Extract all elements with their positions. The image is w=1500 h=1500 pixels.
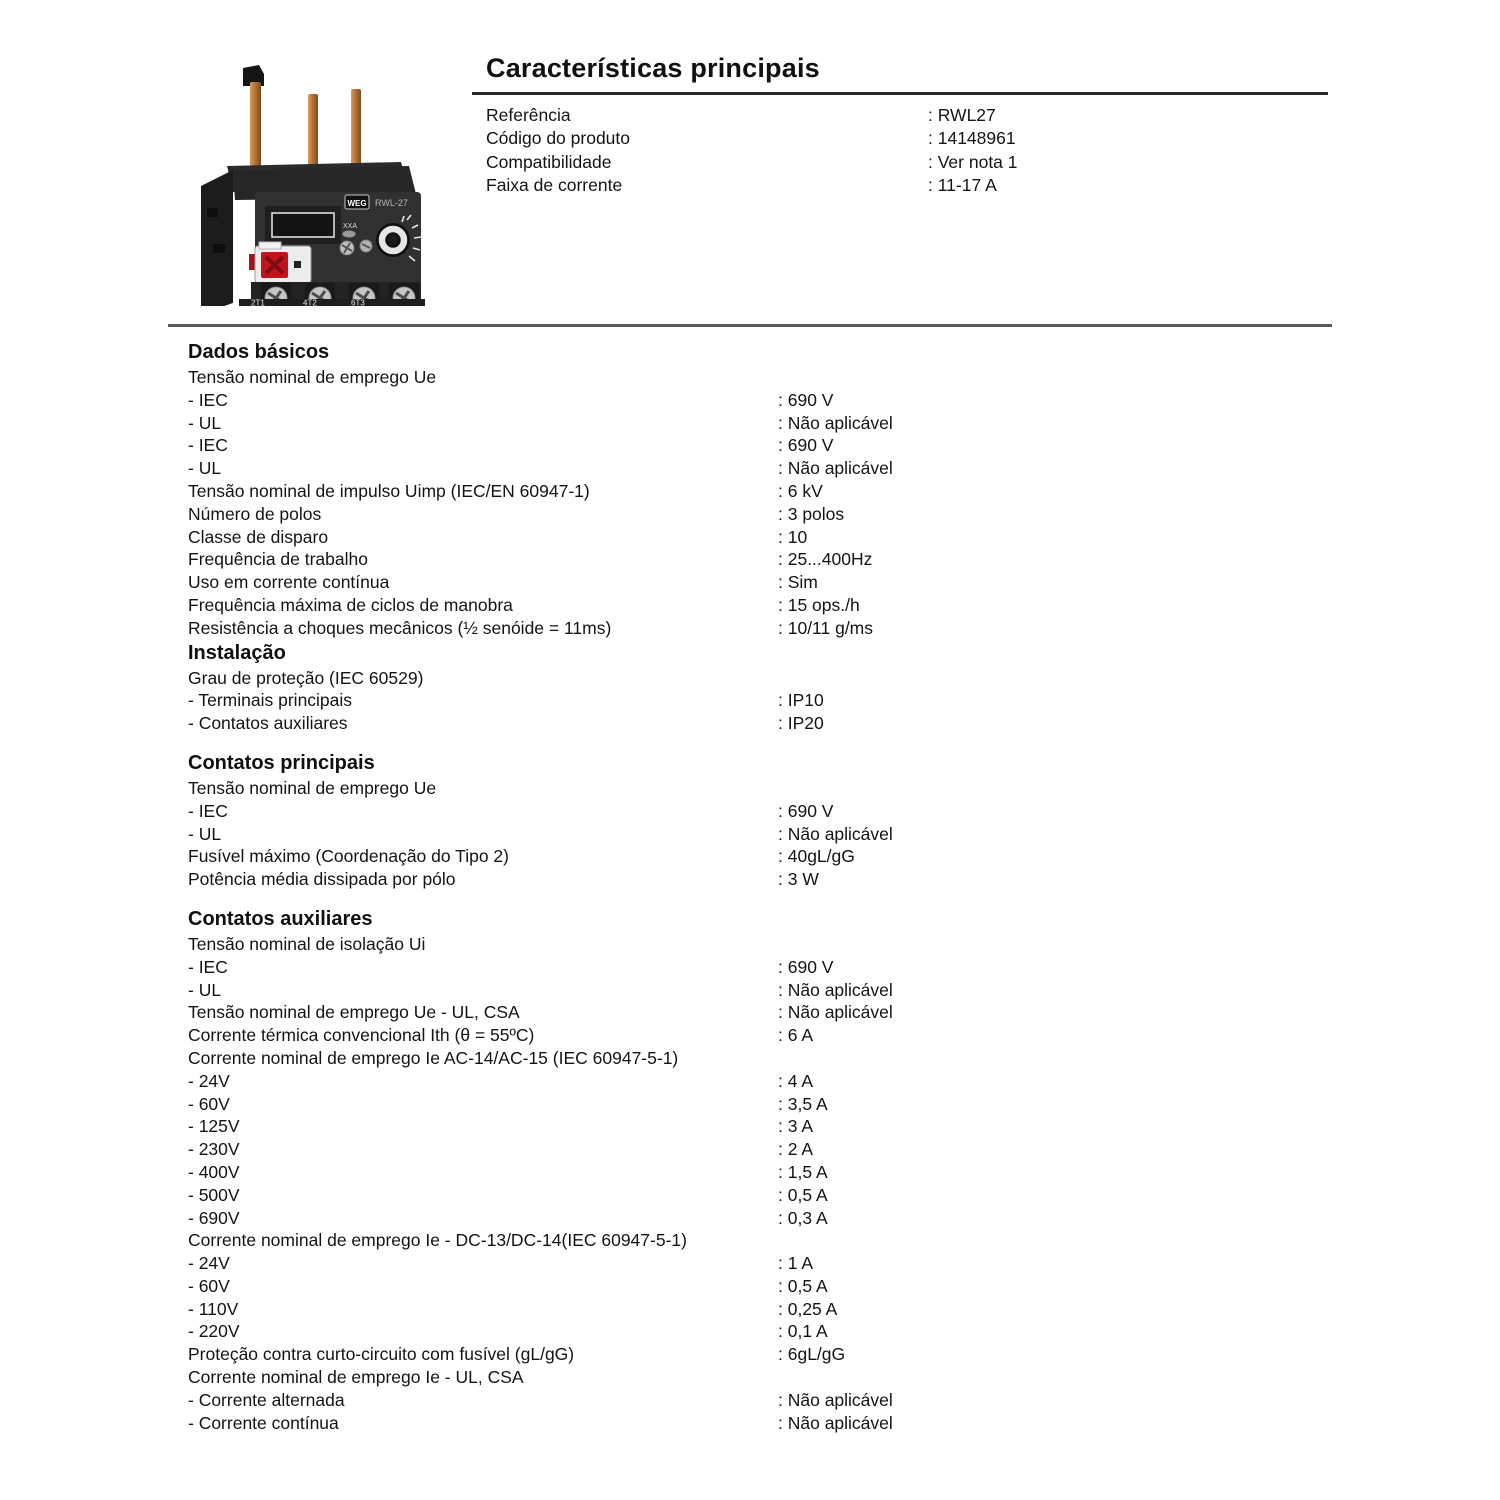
spec-value: : 0,25 A [778, 1298, 838, 1319]
spec-label: - 230V [188, 1139, 240, 1160]
title-underline [472, 92, 1328, 95]
brand-text: WEG [347, 199, 367, 208]
spec-value: : 3 W [778, 869, 819, 890]
spec-label: Corrente nominal de emprego Ie - UL, CSA [188, 1367, 524, 1388]
spec-value: : 690 V [778, 956, 834, 977]
spec-row [188, 667, 1338, 690]
page-title: Características principais [486, 53, 820, 83]
spec-value: : Não aplicável [778, 1002, 893, 1023]
product-header-fields [486, 104, 1332, 198]
spec-value: : 4 A [778, 1070, 814, 1091]
spec-row [188, 366, 1338, 389]
terminal-label: 4T2 [303, 298, 317, 306]
spec-label: - UL [188, 979, 222, 1000]
spec-label: Fusível máximo (Coordenação do Tipo 2) [188, 846, 509, 867]
spec-label: Uso em corrente contínua [188, 572, 390, 593]
spec-label: Potência média dissipada por pólo [188, 869, 456, 890]
spec-row [188, 1389, 1338, 1412]
spec-row [188, 1093, 1338, 1116]
spec-value [778, 933, 1338, 956]
spec-value: : 0,3 A [778, 1207, 828, 1228]
spec-row [188, 1115, 1338, 1138]
spec-row [188, 1161, 1338, 1184]
spec-value: : IP10 [778, 690, 824, 711]
spec-label: Resistência a choques mecânicos (½ senóide = 11ms) [188, 617, 612, 638]
spec-value: : Não aplicável [778, 1389, 893, 1410]
spec-row [188, 526, 1338, 549]
terminal-label: 6T3 [351, 298, 365, 306]
spec-value: : Não aplicável [778, 458, 893, 479]
spec-row [188, 1343, 1338, 1366]
spec-label: Tensão nominal de emprego Ue - UL, CSA [188, 1002, 520, 1023]
spec-value [778, 777, 1338, 800]
spec-value: : Sim [778, 572, 818, 593]
terminal-markings [237, 299, 429, 307]
spec-label: Código do produto [486, 128, 630, 149]
section-separator-line [168, 324, 1332, 327]
spec-label: Proteção contra curto-circuito com fusível (gL/gG) [188, 1344, 575, 1365]
overload-relay-illustration [193, 56, 431, 306]
spec-label: Grau de proteção (IEC 60529) [188, 667, 424, 688]
model-text: RWL-27 [375, 198, 408, 208]
spec-value: : Não aplicável [778, 412, 893, 433]
spec-label: - Corrente contínua [188, 1412, 339, 1433]
title-block [486, 53, 1332, 84]
spec-row [188, 845, 1338, 868]
spec-value: : RWL27 [928, 105, 996, 125]
spec-label: Frequência máxima de ciclos de manobra [188, 594, 513, 615]
spec-value: : 1,5 A [778, 1161, 828, 1182]
spec-label: - 220V [188, 1321, 240, 1342]
spec-label: - UL [188, 412, 222, 433]
spec-row [188, 594, 1338, 617]
reset-button[interactable] [249, 242, 311, 283]
spec-label: - 60V [188, 1275, 230, 1296]
spec-row [188, 712, 1338, 735]
header-row [486, 174, 1332, 197]
spec-label: - Corrente alternada [188, 1389, 345, 1410]
spec-value: : Não aplicável [778, 823, 893, 844]
spec-label: - UL [188, 458, 222, 479]
spec-label: Corrente térmica convencional Ith (θ = 55ºC) [188, 1025, 535, 1046]
spec-row [188, 933, 1338, 956]
spec-label: - IEC [188, 800, 228, 821]
spec-value: : Não aplicável [778, 1412, 893, 1433]
spec-value [778, 366, 1338, 389]
spec-row [188, 1047, 1338, 1070]
spec-row [188, 571, 1338, 594]
spec-label: - UL [188, 823, 222, 844]
spec-label: - 110V [188, 1298, 239, 1319]
spec-value: : 6 kV [778, 480, 823, 501]
spec-row [188, 1001, 1338, 1024]
spec-row [188, 434, 1338, 457]
spec-row [188, 1252, 1338, 1275]
spec-value: : Ver nota 1 [928, 151, 1018, 172]
spec-label: Tensão nominal de impulso Uimp (IEC/EN 60947-1) [188, 480, 590, 501]
spec-value: : 10 [778, 526, 808, 547]
spec-value: : IP20 [778, 713, 824, 734]
spec-value: : Não aplicável [778, 979, 893, 1000]
spec-value: : 2 A [778, 1139, 814, 1160]
spec-label: - Terminais principais [188, 690, 353, 711]
product-image [193, 56, 431, 306]
spec-value: : 690 V [778, 389, 834, 410]
spec-row [188, 389, 1338, 412]
section-heading: Dados básicos [188, 341, 330, 363]
spec-value: : 25...400Hz [778, 549, 873, 570]
spec-label: - 24V [188, 1253, 230, 1274]
spec-row [188, 1024, 1338, 1047]
spec-row [188, 1207, 1338, 1230]
spec-value: : 40gL/gG [778, 846, 855, 867]
header-row [486, 104, 1332, 127]
header-row [486, 127, 1332, 150]
spec-value: : 0,1 A [778, 1321, 828, 1342]
section-heading: Instalação [188, 641, 286, 664]
spec-row [188, 1070, 1338, 1093]
spec-value [778, 1229, 1338, 1252]
spec-row [188, 1412, 1338, 1435]
spec-value: : 3 polos [778, 503, 845, 524]
spec-label: Corrente nominal de emprego Ie - DC-13/DC-14(IEC 60947-5-1) [188, 1230, 687, 1251]
spec-label: - IEC [188, 435, 228, 456]
spec-row [188, 1298, 1338, 1321]
spec-row [188, 800, 1338, 823]
spec-label: - IEC [188, 389, 228, 410]
spec-value: : 15 ops./h [778, 594, 860, 615]
spec-row [188, 777, 1338, 800]
spec-label: - Contatos auxiliares [188, 713, 348, 734]
spec-value: : 0,5 A [778, 1184, 828, 1205]
spec-label: Compatibilidade [486, 151, 612, 172]
spec-value [778, 1047, 1338, 1070]
spec-row [188, 457, 1338, 480]
spec-row [188, 548, 1338, 571]
spec-row [188, 503, 1338, 526]
spec-row [188, 1366, 1338, 1389]
display-code-text: XXA [343, 223, 358, 230]
spec-row [188, 689, 1338, 712]
spec-value: : 0,5 A [778, 1275, 828, 1296]
spec-label: - 60V [188, 1093, 230, 1114]
spec-label: Número de polos [188, 503, 322, 524]
section-heading: Contatos principais [188, 751, 375, 774]
spec-row [188, 823, 1338, 846]
spec-label: - 500V [188, 1184, 240, 1205]
header-row [486, 151, 1332, 174]
spec-label: Faixa de corrente [486, 175, 623, 196]
spec-label: - 690V [188, 1207, 240, 1228]
spec-row [188, 1138, 1338, 1161]
spec-label: Referência [486, 105, 571, 125]
brand-logo [345, 195, 369, 209]
spec-row [188, 1229, 1338, 1252]
spec-sections [188, 339, 1338, 1434]
spec-label: - 125V [188, 1116, 240, 1137]
spec-value: : 690 V [778, 800, 834, 821]
spec-label: Classe de disparo [188, 526, 329, 547]
spec-value: : 6gL/gG [778, 1344, 846, 1365]
spec-row [188, 956, 1338, 979]
spec-label: Frequência de trabalho [188, 549, 368, 570]
spec-value: : 1 A [778, 1253, 814, 1274]
spec-value: : 6 A [778, 1025, 814, 1046]
spec-value: : 14148961 [928, 128, 1016, 149]
spec-label: - 24V [188, 1070, 230, 1091]
spec-label: - 400V [188, 1161, 240, 1182]
spec-row [188, 480, 1338, 503]
spec-value: : 10/11 g/ms [778, 617, 874, 638]
spec-row [188, 1275, 1338, 1298]
spec-label: Tensão nominal de emprego Ue [188, 777, 437, 798]
spec-row [188, 979, 1338, 1002]
spec-label: Tensão nominal de emprego Ue [188, 367, 437, 387]
spec-label: Tensão nominal de isolação Ui [188, 933, 426, 954]
section-heading: Contatos auxiliares [188, 907, 373, 930]
spec-value: : 690 V [778, 435, 834, 456]
spec-value: : 11-17 A [928, 175, 997, 196]
spec-value [778, 667, 1338, 690]
spec-row [188, 1184, 1338, 1207]
spec-value: : 3,5 A [778, 1093, 828, 1114]
spec-row [188, 412, 1338, 435]
spec-label: Corrente nominal de emprego Ie AC-14/AC-15 (IEC 60947-5-1) [188, 1047, 679, 1068]
spec-row [188, 617, 1338, 640]
spec-value [778, 1366, 1338, 1389]
spec-row [188, 868, 1338, 891]
spec-label: - IEC [188, 956, 228, 977]
spec-row [188, 1320, 1338, 1343]
terminal-label: 2T1 [251, 298, 265, 306]
spec-value: : 3 A [778, 1116, 814, 1137]
